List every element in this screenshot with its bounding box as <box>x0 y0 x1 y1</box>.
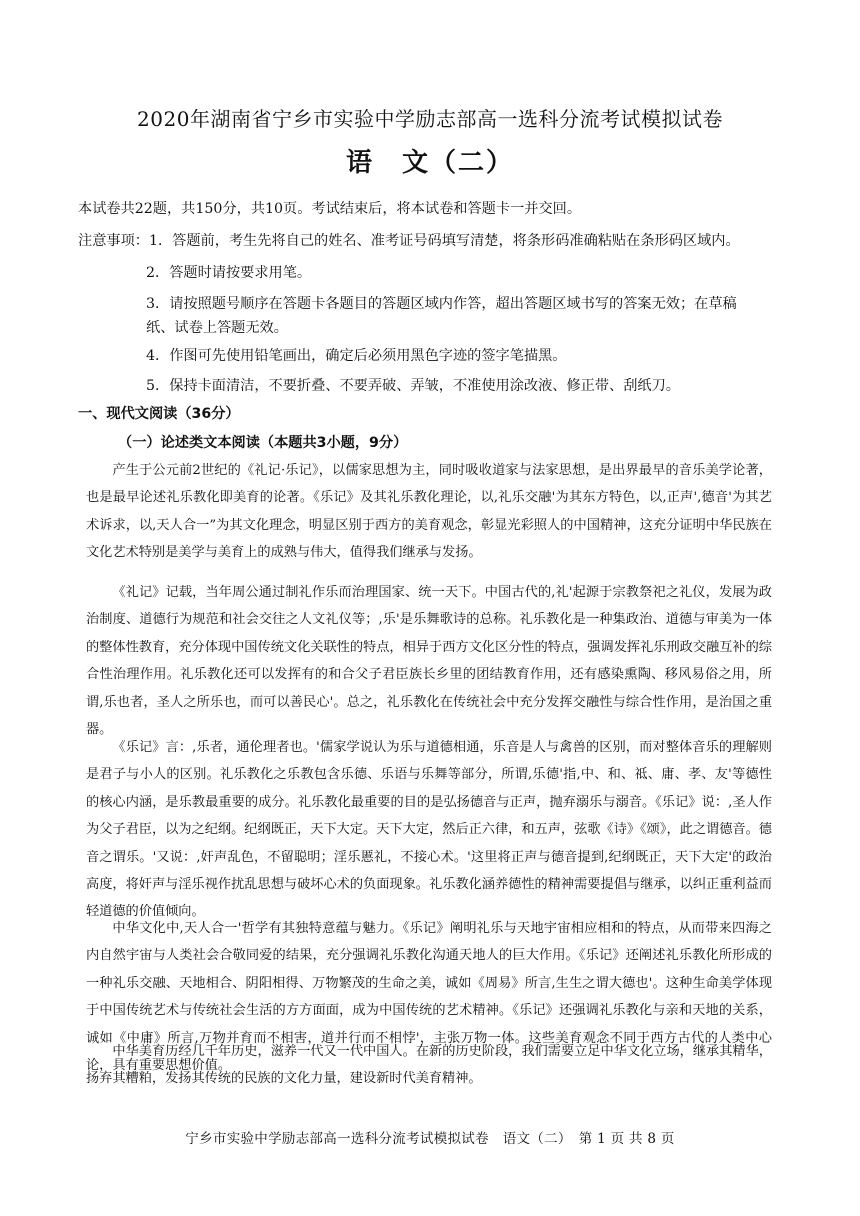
section-heading: 一、现代文阅读（36分） <box>78 406 240 422</box>
notice-item-3-continued: 纸、试卷上答题无效。 <box>146 320 288 336</box>
passage-paragraph-3: 《乐记》言：,乐者，通伦理者也。'儒家学说认为乐与道德相通，乐音是人与禽兽的区别，而对整体音乐的理解则是君子与小人的区别。礼乐教化之乐教包含乐德、乐语与乐舞等部分，所谓,乐德'指,中、和、祗、庸、孝、友'等德性的核心内涵，是乐教最重要的成分。礼乐教化最重要的目的是弘扬德音与正声，抛弃溺乐与溺音。《乐记》说：,圣人作为父子君臣，以为之纪纲。纪纲既正，天下大定。天下大定，然后正六律，和五声，弦歌《诗》《颂》，此之谓德音。德音之谓乐。'又说：,奸声乱色，不留聪明；淫乐慝礼，不接心术。'这里将正声与德音提到,纪纲既正，天下大定'的政治高度，将奸声与淫乐视作扰乱思想与破坏心术的负面现象。礼乐教化涵养德性的精神需要提倡与继承，以纠正重利益而轻道德的价值倾向。 <box>86 740 772 920</box>
subsection-heading: （一）论述类文本阅读（本题共3小题，9分） <box>118 435 408 451</box>
notice-item-3: 3．请按照题号顺序在答题卡各题目的答题区域内作答，超出答题区域书写的答案无效；在草稿 <box>146 296 737 312</box>
passage-paragraph-4: 中华文化中,天人合一'哲学有其独特意蕴与魅力。《乐记》阐明礼乐与天地宇宙相应相和的特点，从而带来四海之内自然宇宙与人类社会合敬同爱的结果，充分强调礼乐教化沟通天地人的巨大作用。《乐记》还阐述礼乐教化所形成的一种礼乐交融、天地相合、阴阳相得、万物繁茂的生命之美，诚如《周易》所言,生生之谓大德也'。这种生命美学体现于中国传统艺术与传统社会生活的方方面面，成为中国传统的艺术精神。《乐记》还强调礼乐教化与亲和天地的关系，诚如《中庸》所言,万物并育而不相害，道并行而不相悖'，主张万物一体。这些美育观念不同于西方古代的人类中心论，具有重要思想价值。 <box>86 921 772 1074</box>
subject-title: 语 文（二） <box>345 148 514 178</box>
notice-item-5: 5．保持卡面清洁，不要折叠、不要弄破、弄皱，不准使用涂改液、修正带、刮纸刀。 <box>146 378 680 394</box>
passage-paragraph-1: 产生于公元前2世纪的《礼记·乐记》，以儒家思想为主，同时吸收道家与法家思想，是出界最早的音乐美学论著，也是最早论述礼乐教化即美育的论著。《乐记》及其礼乐教化理论，以,礼乐交融'为其东方特色，以,正声',德音'为其艺术诉求，以,天人合一”为其文化理念，明显区别于西方的美育观念，彰显光彩照人的中国精神，这充分证明中华民族在文化艺术特别是美学与美育上的成熟与伟大，值得我们继承与发扬。 <box>86 463 772 561</box>
passage-paragraph-2: 《礼记》记载，当年周公通过制礼作乐而治理国家、统一天下。中国古代的,礼'起源于宗教祭祀之礼仪，发展为政治制度、道德行为规范和社会交往之人文礼仪等；,乐'是乐舞歌诗的总称。礼乐教化是一种集政治、道德与审美为一体的整体性教育，充分体现中国传统文化关联性的特点，相异于西方文化区分性的特点，强调发挥礼乐刑政交融互补的综合性治理作用。礼乐教化还可以发挥有的和合父子君臣族长乡里的团结教育作用，还有感染熏陶、移风易俗之用，所谓,乐也者，圣人之所乐也，而可以善民心'。总之，礼乐教化在传统社会中充分发挥交融性与综合性作用，是治国之重器。 <box>86 585 773 738</box>
page-footer: 宁乡市实验中学励志部高一选科分流考试模拟试卷 语文（二） 第 1 页 共 8 页 <box>185 1131 675 1147</box>
passage-paragraph-5: 中华美育历经几千年历史，滋养一代又一代中国人。在新的历史阶段，我们需要立足中华文化立场，继承其精华，扬弃其糟粕，发扬其传统的民族的文化力量，建设新时代美育精神。 <box>86 1044 772 1087</box>
notice-item-2: 2．答题时请按要求用笔。 <box>146 265 312 281</box>
notice-block <box>78 231 740 251</box>
exam-intro: 本试卷共22题，共150分，共10页。考试结束后，将本试卷和答题卡一并交回。 <box>78 201 582 217</box>
notice-item-4: 4．作图可先使用铅笔画出，确定后必须用黑色字迹的签字笔描黑。 <box>146 348 567 364</box>
notice-item-1: 1．答题前，考生先将自己的姓名、准考证号码填写清楚，将条形码准确粘贴在条形码区域内。 <box>148 233 740 249</box>
exam-title: 2020年湖南省宁乡市实验中学励志部高一选科分流考试模拟试卷 <box>137 107 723 131</box>
notice-label: 注意事项： <box>78 233 149 249</box>
